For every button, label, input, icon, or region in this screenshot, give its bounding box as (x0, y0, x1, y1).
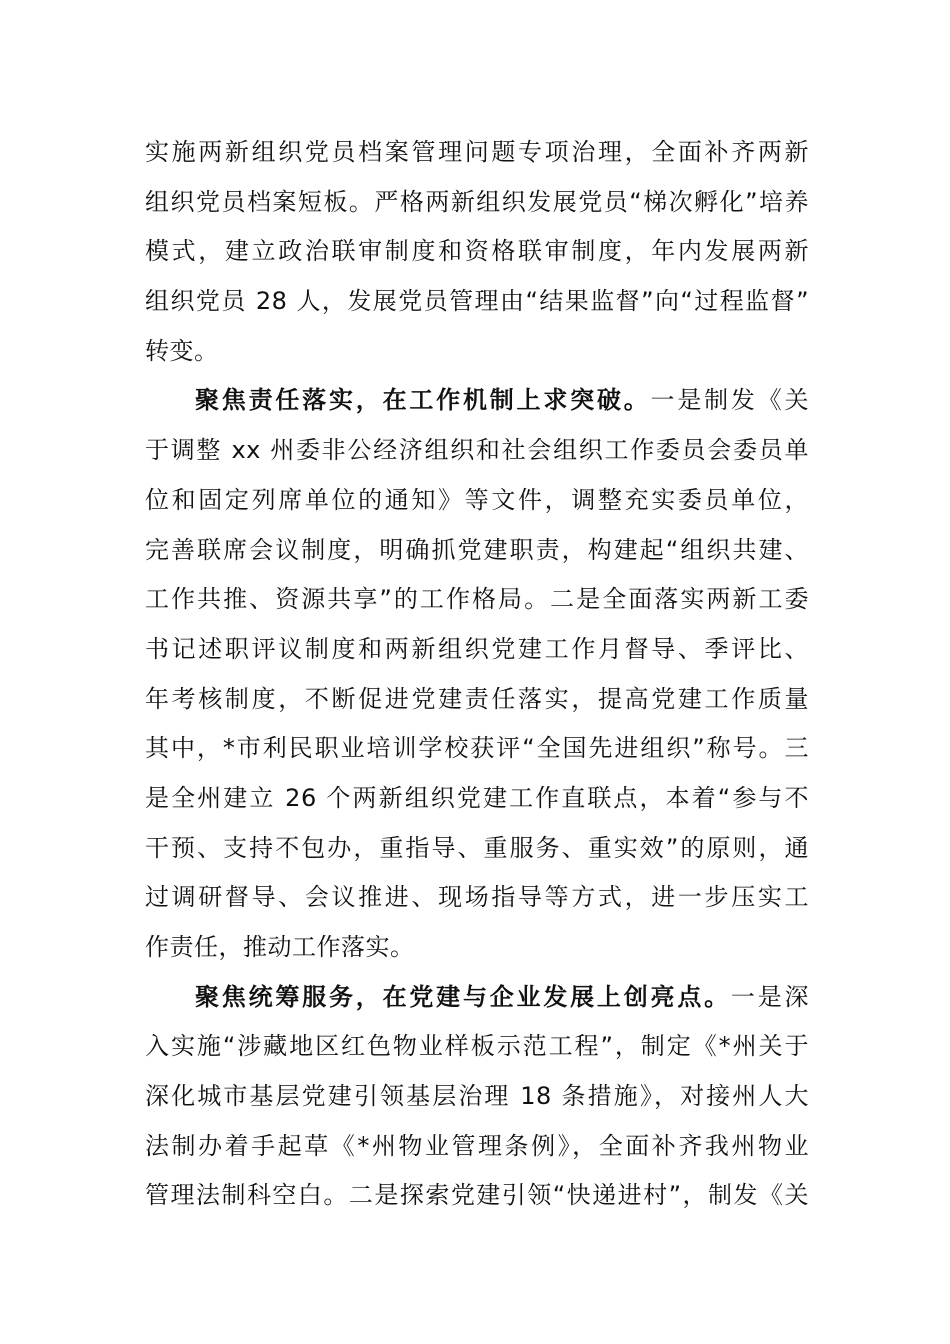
paragraph-2-line-6: 书记述职评议制度和两新组织党建工作月督导、季评比、 (145, 634, 809, 663)
paragraph-1-line-1: 实施两新组织党员档案管理问题专项治理，全面补齐两新 (145, 138, 809, 166)
paragraph-2-line-11: 过调研督导、会议推进、现场指导等方式，进一步压实工 (145, 883, 809, 912)
paragraph-3-line-2: 入实施“涉藏地区红色物业样板示范工程”，制定《*州关于 (145, 1032, 809, 1061)
paragraph-3-first-line (145, 973, 809, 1023)
paragraph-2-line-8: 其中，*市利民职业培训学校获评“全国先进组织”称号。三 (145, 734, 809, 763)
paragraph-2-line-9: 是全州建立 26 个两新组织党建工作直联点，本着“参与不 (145, 783, 809, 812)
paragraph-2-first-line-rest: 一是制发《关 (650, 386, 809, 415)
paragraph-2-line-2: 于调整 xx 州委非公经济组织和社会组织工作委员会委员单 (145, 436, 809, 465)
paragraph-2-heading: 聚焦责任落实，在工作机制上求突破。 (195, 386, 651, 415)
paragraph-1-line-3: 模式，建立政治联审制度和资格联审制度，年内发展两新 (145, 237, 809, 266)
document-body (145, 128, 809, 1221)
paragraph-3-first-line-rest: 一是深 (730, 982, 809, 1011)
paragraph-2-first-line (145, 376, 809, 426)
paragraph-1-line-4: 组织党员 28 人，发展党员管理由“结果监督”向“过程监督” (145, 287, 809, 316)
paragraph-3-line-5: 管理法制科空白。二是探索党建引领“快递进村”，制发《关 (145, 1181, 809, 1210)
paragraph-2-line-10: 干预、支持不包办，重指导、重服务、重实效”的原则，通 (145, 833, 809, 862)
paragraph-2-line-3: 位和固定列席单位的通知》等文件，调整充实委员单位， (145, 485, 809, 514)
paragraph-2-line-7: 年考核制度，不断促进党建责任落实，提高党建工作质量 (145, 684, 809, 713)
paragraph-3-heading: 聚焦统筹服务，在党建与企业发展上创亮点。 (195, 982, 731, 1011)
paragraph-2-line-4: 完善联席会议制度，明确抓党建职责，构建起“组织共建、 (145, 535, 809, 564)
paragraph-2-line-5: 工作共推、资源共享”的工作格局。二是全面落实两新工委 (145, 585, 809, 614)
paragraph-1-line-2: 组织党员档案短板。严格两新组织发展党员“梯次孵化”培养 (145, 187, 809, 216)
paragraph-3-line-4: 法制办着手起草《*州物业管理条例》，全面补齐我州物业 (145, 1131, 809, 1160)
paragraph-3-line-3: 深化城市基层党建引领基层治理 18 条措施》，对接州人大 (145, 1082, 809, 1111)
paragraph-1-line-5: 转变。 (145, 336, 219, 365)
paragraph-2-line-12: 作责任，推动工作落实。 (145, 933, 415, 961)
